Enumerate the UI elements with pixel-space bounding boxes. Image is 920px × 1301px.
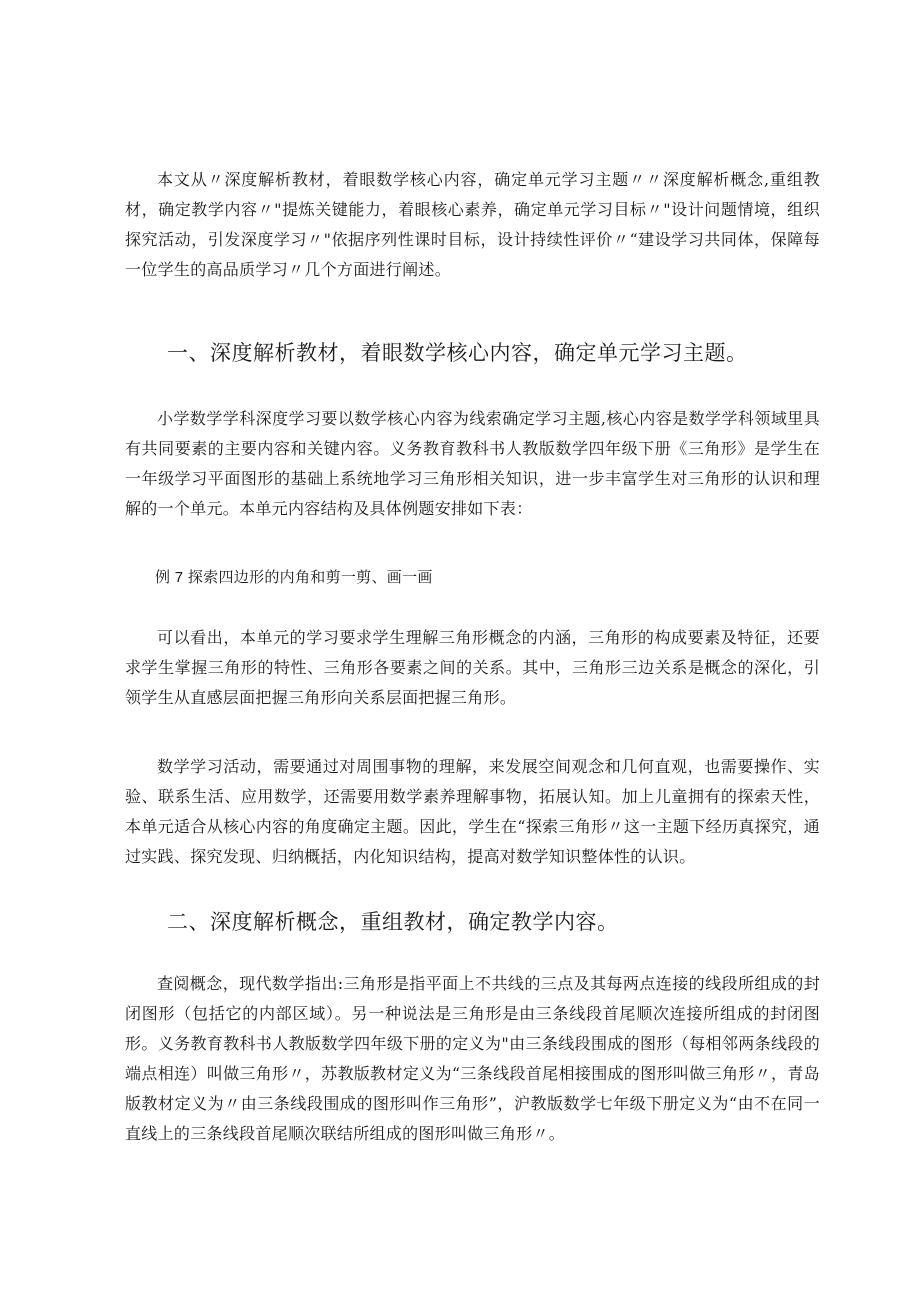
intro-paragraph: 本文从〃深度解析教材，着眼数学核心内容，确定单元学习主题〃〃深度解析概念,重组教材，确定教学内容〃"提炼关键能力，着眼核心素养，确定单元学习目标〃"设计问题情境，组织探究活动，引发深度学习〃"依据序列性课时目标，设计持续性评价〃“建设学习共同体，保障每一位学生的高品质学习〃几个方面进行阐述。 (125, 170, 820, 279)
section-1-paragraph-1: 小学数学学科深度学习要以数学核心内容为线索确定学习主题,核心内容是数学学科领域里具有共同要素的主要内容和关键内容。义务教育教科书人教版数学四年级下册《三角形》是学生在一年级学习平面图形的基础上系统地学习三角形相关知识，进一步丰富学生对三角形的认识和理解的一个单元。本单元内容结构及具体例题安排如下表： (125, 409, 820, 518)
section-2-heading: 二、深度解析概念，重组教材，确定教学内容。 (167, 910, 619, 934)
section-1-paragraph-3: 数学学习活动，需要通过对周围事物的理解，来发展空间观念和几何直观，也需要操作、实验、联系生活、应用数学，还需要用数学素养理解事物，拓展认知。加上儿童拥有的探索天性，本单元适合从核心内容的角度确定主题。因此，学生在“探索三角形〃这一主题下经历真探究，通过实践、探究发现、归纳概括，内化知识结构，提高对数学知识整体性的认识。 (125, 757, 820, 866)
section-2-paragraph-1: 查阅概念，现代数学指出:三角形是指平面上不共线的三点及其每两点连接的线段所组成的封闭图形（包括它的内部区域）。另一种说法是三角形是由三条线段首尾顺次连接所组成的封闭图形。义务教育教科书人教版数学四年级下册的定义为"由三条线段围成的图形（每相邻两条线段的端点相连）叫做三角形〃，苏教版教材定义为“三条线段首尾相接围成的图形叫做三角形〃，青岛版教材定义为〃由三条线段围成的图形叫作三角形”，沪教版数学七年级下册定义为“由不在同一直线上的三条线段首尾顺次联结所组成的图形叫做三角形〃。 (125, 974, 820, 1143)
section-1-paragraph-2: 可以看出，本单元的学习要求学生理解三角形概念的内涵，三角形的构成要素及特征，还要求学生掌握三角形的特性、三角形各要素之间的关系。其中，三角形三边关系是概念的深化，引领学生从直感层面把握三角形向关系层面把握三角形。 (125, 628, 820, 707)
example-7-line: 例 7 探索四边形的内角和剪一剪、画一画 (155, 569, 433, 586)
section-1-heading: 一、深度解析教材，着眼数学核心内容，确定单元学习主题。 (167, 341, 748, 365)
